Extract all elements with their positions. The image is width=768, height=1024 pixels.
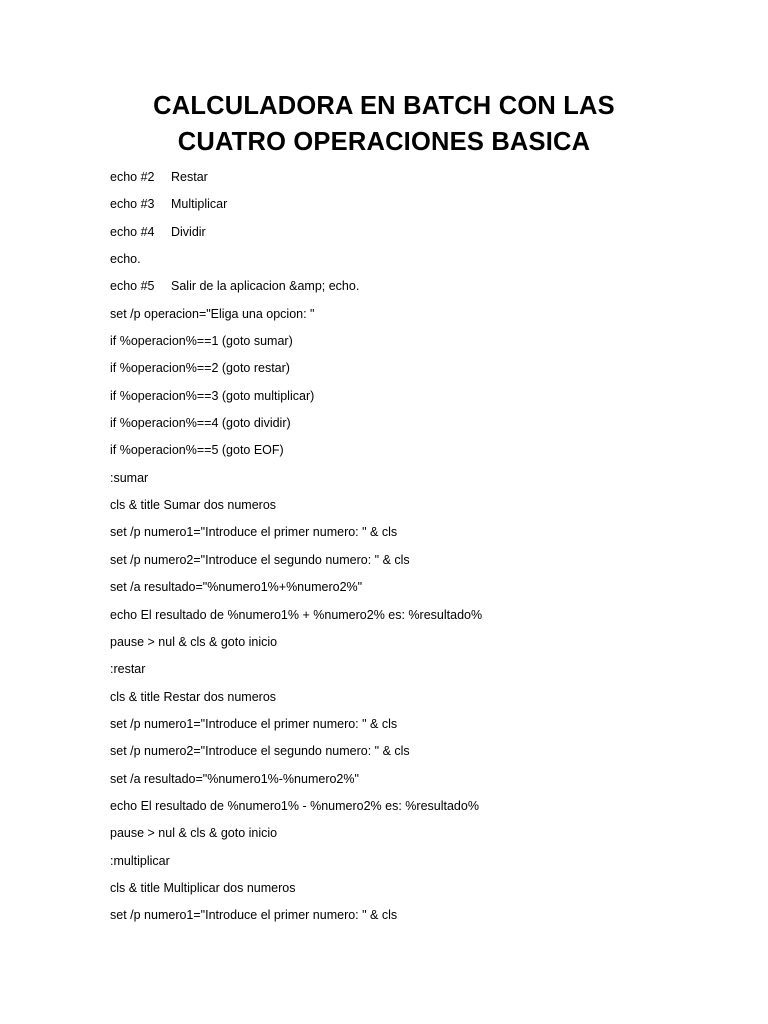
code-line: if %operacion%==1 (goto sumar) xyxy=(110,334,293,349)
code-listing xyxy=(110,167,482,933)
code-line: pause > nul & cls & goto inicio xyxy=(110,634,278,649)
code-line: set /p numero1="Introduce el primer numero: " & cls xyxy=(110,908,398,923)
code-text: Dividir xyxy=(171,224,206,239)
page-title xyxy=(84,88,684,160)
code-line: :multiplicar xyxy=(110,853,170,868)
code-line xyxy=(110,194,482,221)
code-text: Restar xyxy=(171,170,208,184)
code-command: echo #3 xyxy=(110,197,155,212)
code-line: :restar xyxy=(110,662,146,677)
code-line: set /p numero2="Introduce el segundo numero: " & cls xyxy=(110,552,410,567)
code-line: if %operacion%==3 (goto multiplicar) xyxy=(110,388,315,403)
code-line: if %operacion%==4 (goto dividir) xyxy=(110,416,291,431)
code-line: set /p numero1="Introduce el primer numero: " & cls xyxy=(110,716,398,731)
code-line: :sumar xyxy=(110,470,149,485)
code-line xyxy=(110,222,482,249)
code-line: set /a resultado="%numero1%+%numero2%" xyxy=(110,580,363,595)
code-line: echo El resultado de %numero1% - %numero2% es: %resultado% xyxy=(110,798,479,813)
code-line: pause > nul & cls & goto inicio xyxy=(110,826,278,841)
code-line xyxy=(110,276,482,303)
code-line: set /p numero2="Introduce el segundo numero: " & cls xyxy=(110,744,410,759)
title-line-1: CALCULADORA EN BATCH CON LAS xyxy=(153,92,615,120)
code-line: set /p operacion="Eliga una opcion: " xyxy=(110,306,315,321)
code-line: set /p numero1="Introduce el primer numero: " & cls xyxy=(110,525,398,540)
code-command: echo #5 xyxy=(110,279,155,294)
code-line: if %operacion%==5 (goto EOF) xyxy=(110,443,284,458)
code-line: if %operacion%==2 (goto restar) xyxy=(110,361,290,376)
code-text: Salir de la aplicacion &amp; echo. xyxy=(171,279,360,294)
code-line: cls & title Restar dos numeros xyxy=(110,689,277,704)
code-line: set /a resultado="%numero1%-%numero2%" xyxy=(110,771,359,786)
code-line: cls & title Sumar dos numeros xyxy=(110,498,277,513)
code-command: echo #2 xyxy=(110,170,155,184)
code-line xyxy=(110,167,482,194)
code-line: echo El resultado de %numero1% + %numero2% es: %resultado% xyxy=(110,607,483,622)
code-command: echo #4 xyxy=(110,224,155,239)
title-line-2: CUATRO OPERACIONES BASICA xyxy=(177,128,591,156)
code-line: echo. xyxy=(110,252,141,267)
code-line: cls & title Multiplicar dos numeros xyxy=(110,880,296,895)
code-text: Multiplicar xyxy=(171,197,228,212)
